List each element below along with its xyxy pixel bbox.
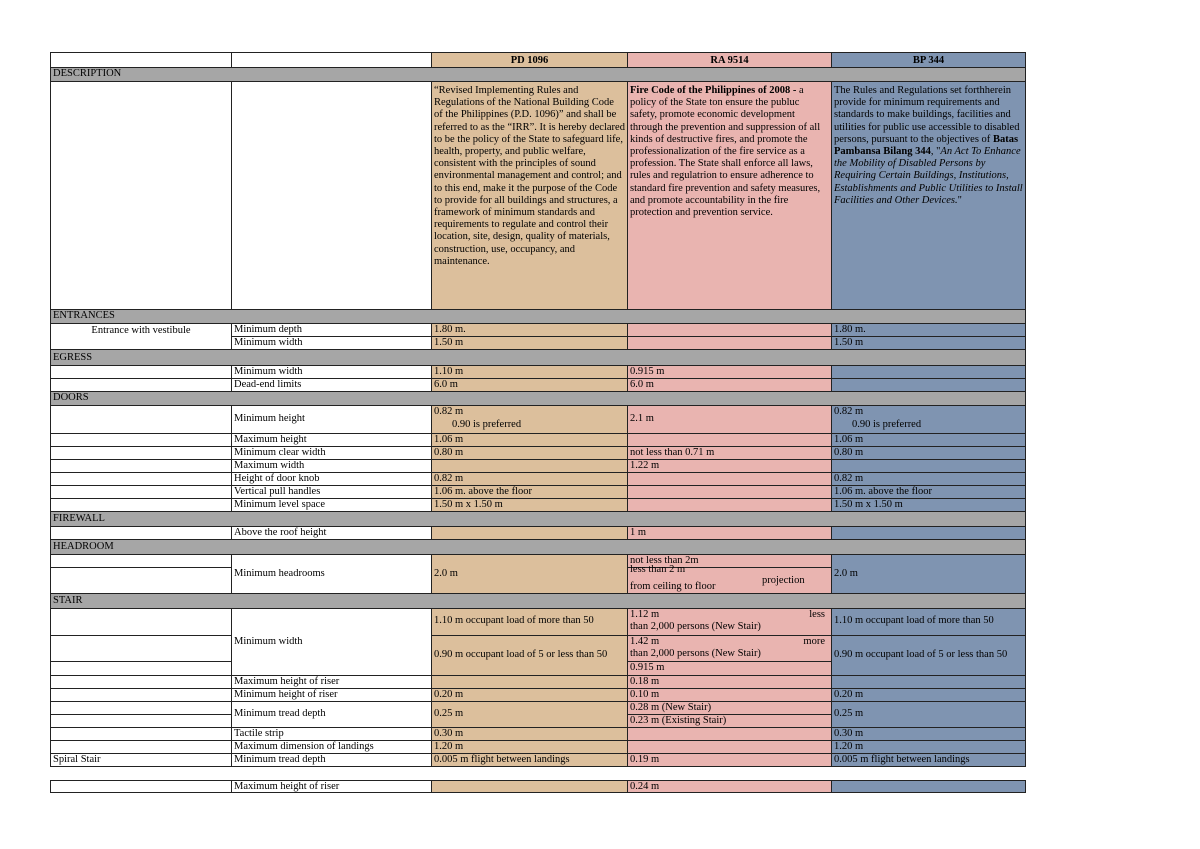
stair-min-riser-row: Minimum height of riser 0.20 m 0.10 m 0.20 m xyxy=(50,689,1026,702)
section-firewall: FIREWALL xyxy=(50,512,1026,527)
spiral-stair-row: Spiral Stair Minimum tread depth 0.005 m flight between landings 0.19 m 0.005 m flight between landings xyxy=(50,754,1026,767)
description-bp: The Rules and Regulations set forthherein provide for minimum requirements and standards to make buildings, facilities and utilities for public use accessible to disabled persons, pursuant to the objectives of Batas Pambansa Bilang 344, "An Act To Enhance the Mobility of Disabled Persons by Requiring Certain Buildings, Institutions, Establishments and Public Utilities to Install Facilities and Other Devices." xyxy=(831,82,1026,309)
doors-row: Minimum clear width 0.80 m not less than 0.71 m 0.80 m xyxy=(50,447,1026,460)
stair-max-riser-row: Maximum height of riser 0.18 m xyxy=(50,676,1026,689)
section-description: DESCRIPTION xyxy=(50,68,1026,82)
spiral-stair-label: Spiral Stair xyxy=(50,754,231,766)
description-row xyxy=(50,82,1026,310)
stair-row: Tactile strip 0.30 m 0.30 m xyxy=(50,728,1026,741)
last-row: Maximum height of riser 0.24 m xyxy=(50,780,1026,793)
section-egress: EGRESS xyxy=(50,350,1026,366)
stair-row: Maximum dimension of landings 1.20 m 1.20 m xyxy=(50,741,1026,754)
section-stair: STAIR xyxy=(50,594,1026,609)
header-row xyxy=(50,52,1026,68)
entrances-group xyxy=(50,324,1026,350)
stair-tread-row: Minimum tread depth 0.25 m 0.28 m (New Stair) 0.23 m (Existing Stair) 0.25 m xyxy=(50,702,1026,728)
entrance-row-width: Minimum width 1.50 m 1.50 m xyxy=(50,337,1026,350)
doors-row: Minimum level space 1.50 m x 1.50 m 1.50 m x 1.50 m xyxy=(50,499,1026,512)
header-bp344: BP 344 xyxy=(831,53,1026,67)
header-ra9514: RA 9514 xyxy=(627,53,831,67)
egress-row-width: Minimum width 1.10 m 0.915 m xyxy=(50,366,1026,379)
doors-rows xyxy=(50,434,1026,512)
section-headroom: HEADROOM xyxy=(50,540,1026,555)
doors-row-min-height: Minimum height 0.82 m 0.90 is preferred 2.1 m 0.82 m 0.90 is preferred xyxy=(50,406,1026,434)
doors-row: Height of door knob 0.82 m 0.82 m xyxy=(50,473,1026,486)
doors-row: Maximum width 1.22 m xyxy=(50,460,1026,473)
headroom-row: Minimum headrooms 2.0 m not less than 2m less than 2 m projection from ceiling to floor 2.0 m xyxy=(50,555,1026,594)
doors-row: Vertical pull handles 1.06 m. above the floor 1.06 m. above the floor xyxy=(50,486,1026,499)
entrance-with-vestibule-label: Entrance with vestibule xyxy=(50,324,231,350)
stair-min-width-row: Minimum width 1.10 m occupant load of more than 50 0.90 m occupant load of 5 or less than 50 1.12 m less than 2,000 persons (New Stair) 1.42 m more than 2,000 persons (New Stair) 0.915 m 1.10 m occupant load of more than 50 0.90 m occupant load of 5 or less than 50 xyxy=(50,609,1026,676)
section-doors: DOORS xyxy=(50,392,1026,406)
comparison-table xyxy=(50,52,1026,793)
doors-row: Maximum height 1.06 m 1.06 m xyxy=(50,434,1026,447)
section-entrances: ENTRANCES xyxy=(50,310,1026,324)
firewall-row: Above the roof height 1 m xyxy=(50,527,1026,540)
egress-row-deadend: Dead-end limits 6.0 m 6.0 m xyxy=(50,379,1026,392)
description-pd: “Revised Implementing Rules and Regulations of the National Building Code of the Philippines (P.D. 1096)” and shall be referred to as the “IRR”. It is hereby declared to be the policy of the State to safeguard life, health, property, and public welfare, consistent with the principles of sound environmental management and control; and to this end, make it the purpose of the Code to provide for all buildings and structures, a framework of minimum standards and requirements to regulate and control their location, site, design, quality of materials, construction, use, occupancy, and maintenance. xyxy=(431,82,627,309)
entrance-row-depth: Minimum depth 1.80 m. 1.80 m. xyxy=(50,324,1026,337)
description-ra: Fire Code of the Philippines of 2008 - a policy of the State ton ensure the publuc safety, promote economic development through the prevention and suppression of all kinds of destructive fires, and promote the professionalization of the fire service as a profession. The State shall enforce all laws, rules and regulatrion to ensure adherence to standard fire prevention and safety measures, and promote accountability in the fire protection and prevention service. xyxy=(627,82,831,309)
header-pd1096: PD 1096 xyxy=(431,53,627,67)
